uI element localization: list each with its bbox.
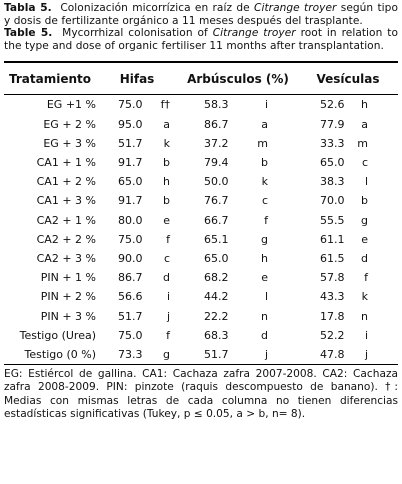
caption-en-species: Citrange troyer (212, 27, 296, 40)
header-tratamiento: Tratamiento (9, 71, 91, 86)
cell-arbusculos-value: 68.2 (204, 271, 229, 285)
cell-hifas-pair (118, 310, 170, 323)
caption-spanish (4, 2, 398, 27)
header-row (4, 62, 398, 95)
table-row (4, 95, 398, 115)
cell-hifas-letter: h (163, 175, 170, 189)
cell-arbusculos-letter: c (261, 194, 268, 208)
cell-arbusculos (178, 211, 298, 230)
cell-vesiculas-value: 65.0 (320, 156, 345, 170)
cell-arbusculos-letter: f (264, 213, 268, 227)
cell-hifas-letter: f† (160, 98, 170, 112)
cell-vesiculas (298, 306, 398, 325)
cell-hifas-letter: j (166, 309, 170, 323)
cell-arbusculos-letter: k (261, 175, 268, 189)
table-row (4, 191, 398, 210)
cell-tratamiento: Testigo (Urea) (19, 328, 96, 342)
caption-en-text-before: Mycorrhizal colonisation of (62, 27, 213, 40)
cell-arbusculos-value: 76.7 (204, 194, 229, 208)
cell-hifas-letter: e (163, 213, 170, 227)
cell-arbusculos (178, 115, 298, 134)
cell-vesiculas-value: 47.8 (320, 347, 345, 361)
cell-arbusculos (178, 153, 298, 172)
header-arbusculos: Arbúsculos (%) (187, 71, 289, 86)
cell-tratamiento: CA1 + 1 % (36, 156, 96, 170)
cell-arbusculos-value: 50.0 (204, 175, 229, 189)
cell-vesiculas-value: 55.5 (320, 213, 345, 227)
cell-vesiculas-letter: g (361, 213, 368, 227)
cell-tratamiento: PIN + 2 % (40, 290, 96, 304)
cell-arbusculos (178, 134, 298, 153)
cell-hifas-pair (118, 233, 170, 246)
cell-hifas-letter: b (163, 156, 170, 170)
cell-arbusculos-letter: a (261, 117, 268, 131)
table-row (4, 345, 398, 365)
cell-hifas-pair (118, 290, 170, 303)
cell-hifas-value: 80.0 (118, 213, 143, 227)
cell-hifas (96, 345, 178, 365)
table-row (4, 134, 398, 153)
cell-arbusculos-pair (204, 98, 268, 111)
cell-vesiculas-pair (320, 348, 368, 361)
cell-arbusculos-value: 37.2 (204, 136, 229, 150)
cell-arbusculos-value: 65.1 (204, 232, 229, 246)
cell-hifas (96, 306, 178, 325)
cell-hifas-letter: c (163, 251, 170, 265)
cell-hifas-letter: f (166, 232, 170, 246)
cell-hifas-pair (118, 98, 170, 111)
caption-es-species: Citrange troyer (254, 2, 337, 14)
cell-vesiculas-pair (320, 271, 368, 284)
cell-hifas-value: 95.0 (118, 117, 143, 131)
cell-tratamiento: CA1 + 2 % (36, 175, 96, 189)
cell-vesiculas-value: 70.0 (320, 194, 345, 208)
cell-arbusculos-pair (204, 348, 268, 361)
cell-hifas-value: 73.3 (118, 347, 143, 361)
cell-arbusculos-value: 79.4 (204, 156, 229, 170)
cell-hifas (96, 172, 178, 191)
caption-en-label: Table 5. (4, 27, 53, 40)
cell-hifas-value: 86.7 (118, 271, 143, 285)
cell-arbusculos-letter: j (264, 347, 268, 361)
cell-vesiculas (298, 287, 398, 306)
cell-arbusculos (178, 268, 298, 287)
cell-vesiculas-letter: a (361, 117, 368, 131)
cell-vesiculas-pair (320, 98, 368, 111)
cell-hifas-letter: a (163, 117, 170, 131)
cell-hifas-letter: b (163, 194, 170, 208)
cell-tratamiento: Testigo (0 %) (24, 347, 96, 361)
cell-arbusculos-value: 65.0 (204, 251, 229, 265)
cell-vesiculas-pair (320, 329, 368, 342)
cell-vesiculas-pair (320, 194, 368, 207)
cell-hifas (96, 115, 178, 134)
cell-vesiculas-pair (320, 290, 368, 303)
cell-hifas (96, 326, 178, 345)
table-row (4, 268, 398, 287)
cell-hifas (96, 211, 178, 230)
cell-arbusculos-value: 22.2 (204, 309, 229, 323)
header-vesiculas: Vesículas (316, 71, 380, 86)
cell-hifas-letter: k (163, 136, 170, 150)
cell-hifas-pair (118, 348, 170, 361)
cell-hifas-value: 75.0 (118, 232, 143, 246)
cell-vesiculas-value: 61.5 (320, 251, 345, 265)
cell-vesiculas-letter: f (364, 271, 368, 285)
cell-arbusculos-pair (204, 252, 268, 265)
cell-arbusculos-letter: g (261, 232, 268, 246)
cell-vesiculas (298, 191, 398, 210)
cell-arbusculos (178, 249, 298, 268)
cell-vesiculas (298, 153, 398, 172)
cell-vesiculas (298, 268, 398, 287)
cell-arbusculos-pair (204, 233, 268, 246)
cell-hifas (96, 134, 178, 153)
cell-tratamiento: EG + 2 % (43, 117, 96, 131)
cell-vesiculas-value: 38.3 (320, 175, 345, 189)
cell-arbusculos-pair (204, 194, 268, 207)
cell-arbusculos-value: 66.7 (204, 213, 229, 227)
cell-hifas (96, 268, 178, 287)
caption-en-text-after: root in relation to the type and dose of organic fertiliser 11 months after transplantation. (4, 27, 398, 52)
cell-hifas-value: 90.0 (118, 251, 143, 265)
cell-vesiculas-value: 57.8 (320, 271, 345, 285)
cell-hifas-letter: g (163, 347, 170, 361)
cell-arbusculos-value: 68.3 (204, 328, 229, 342)
cell-tratamiento: PIN + 1 % (40, 271, 96, 285)
cell-vesiculas-pair (320, 118, 368, 131)
cell-tratamiento: CA1 + 3 % (36, 194, 96, 208)
cell-arbusculos-pair (204, 214, 268, 227)
cell-arbusculos-letter: d (261, 328, 268, 342)
cell-vesiculas (298, 95, 398, 115)
cell-arbusculos-value: 86.7 (204, 117, 229, 131)
cell-tratamiento: CA2 + 1 % (36, 213, 96, 227)
cell-vesiculas-pair (320, 156, 368, 169)
table-row (4, 230, 398, 249)
results-table (4, 61, 398, 365)
cell-vesiculas-pair (320, 175, 368, 188)
cell-arbusculos-pair (204, 290, 268, 303)
cell-arbusculos-pair (204, 310, 268, 323)
cell-tratamiento: EG + 3 % (43, 136, 96, 150)
table-row (4, 287, 398, 306)
table-row (4, 153, 398, 172)
cell-vesiculas (298, 345, 398, 365)
cell-arbusculos (178, 326, 298, 345)
cell-vesiculas-pair (320, 252, 368, 265)
cell-hifas-value: 65.0 (118, 175, 143, 189)
cell-arbusculos-letter: i (264, 98, 268, 112)
cell-vesiculas-letter: l (364, 175, 368, 189)
cell-hifas-pair (118, 118, 170, 131)
cell-arbusculos-pair (204, 329, 268, 342)
cell-hifas-value: 56.6 (118, 290, 143, 304)
cell-arbusculos-value: 44.2 (204, 290, 229, 304)
cell-arbusculos-letter: n (261, 309, 268, 323)
cell-arbusculos-letter: h (261, 251, 268, 265)
cell-vesiculas-letter: d (361, 251, 368, 265)
cell-vesiculas-letter: h (361, 98, 368, 112)
cell-vesiculas (298, 172, 398, 191)
cell-arbusculos-pair (204, 118, 268, 131)
cell-hifas-value: 75.0 (118, 98, 143, 112)
cell-hifas (96, 230, 178, 249)
cell-arbusculos (178, 345, 298, 365)
caption-es-text-before: Colonización micorrízica en raíz de (60, 2, 255, 14)
cell-vesiculas (298, 249, 398, 268)
table-row (4, 249, 398, 268)
cell-hifas-value: 51.7 (118, 136, 143, 150)
cell-vesiculas-pair (320, 214, 368, 227)
cell-vesiculas (298, 230, 398, 249)
cell-vesiculas-value: 43.3 (320, 290, 345, 304)
cell-hifas-pair (118, 156, 170, 169)
cell-vesiculas-value: 52.6 (320, 98, 345, 112)
cell-arbusculos-letter: m (257, 136, 268, 150)
cell-tratamiento: CA2 + 2 % (36, 232, 96, 246)
cell-arbusculos (178, 230, 298, 249)
table-footnote (4, 368, 398, 422)
cell-vesiculas (298, 211, 398, 230)
cell-arbusculos-letter: l (264, 290, 268, 304)
cell-hifas (96, 153, 178, 172)
table-body (4, 95, 398, 365)
cell-vesiculas-value: 17.8 (320, 309, 345, 323)
cell-tratamiento: EG +1 % (46, 98, 96, 112)
cell-hifas-pair (118, 329, 170, 342)
cell-hifas-pair (118, 271, 170, 284)
cell-hifas-pair (118, 137, 170, 150)
cell-vesiculas-letter: k (361, 290, 368, 304)
cell-arbusculos-value: 51.7 (204, 347, 229, 361)
cell-hifas-letter: i (166, 290, 170, 304)
cell-tratamiento: CA2 + 3 % (36, 251, 96, 265)
cell-hifas (96, 191, 178, 210)
table-row (4, 115, 398, 134)
cell-vesiculas (298, 134, 398, 153)
cell-arbusculos (178, 95, 298, 115)
caption-es-label: Tabla 5. (4, 2, 52, 14)
cell-hifas-value: 75.0 (118, 328, 143, 342)
cell-vesiculas-letter: e (361, 232, 368, 246)
cell-vesiculas-value: 52.2 (320, 328, 345, 342)
table-row (4, 172, 398, 191)
cell-vesiculas-value: 77.9 (320, 117, 345, 131)
cell-hifas-value: 51.7 (118, 309, 143, 323)
cell-hifas-value: 91.7 (118, 156, 143, 170)
caption-english (4, 27, 398, 52)
cell-arbusculos-pair (204, 175, 268, 188)
cell-vesiculas-letter: b (361, 194, 368, 208)
cell-hifas (96, 287, 178, 306)
cell-vesiculas-letter: m (357, 136, 368, 150)
cell-arbusculos (178, 191, 298, 210)
table-header (4, 62, 398, 95)
cell-arbusculos-value: 58.3 (204, 98, 229, 112)
cell-hifas-pair (118, 175, 170, 188)
table-row (4, 211, 398, 230)
cell-arbusculos-letter: e (261, 271, 268, 285)
cell-vesiculas-letter: i (364, 328, 368, 342)
cell-arbusculos-pair (204, 137, 268, 150)
cell-tratamiento: PIN + 3 % (40, 309, 96, 323)
cell-vesiculas-value: 33.3 (320, 136, 345, 150)
cell-hifas (96, 95, 178, 115)
cell-hifas-letter: f (166, 328, 170, 342)
cell-vesiculas-value: 61.1 (320, 232, 345, 246)
table-caption (4, 2, 398, 52)
cell-arbusculos (178, 306, 298, 325)
cell-vesiculas (298, 326, 398, 345)
table-row (4, 326, 398, 345)
cell-vesiculas (298, 115, 398, 134)
cell-vesiculas-pair (320, 233, 368, 246)
cell-vesiculas-letter: j (364, 347, 368, 361)
cell-hifas-pair (118, 194, 170, 207)
cell-hifas-value: 91.7 (118, 194, 143, 208)
cell-hifas-letter: d (163, 271, 170, 285)
caption-es-text-after: según tipo y dosis de fertilizante orgánico a 11 meses después del trasplante. (4, 2, 398, 27)
cell-hifas-pair (118, 214, 170, 227)
cell-vesiculas-pair (320, 310, 368, 323)
header-hifas: Hifas (119, 71, 155, 86)
table-row (4, 306, 398, 325)
cell-arbusculos (178, 287, 298, 306)
footnote-text: EG: Estiércol de gallina. CA1: Cachaza zafra 2007-2008. CA2: Cachaza zafra 2008-2009. PIN: pinzote (raquis descompuesto de banano). †: Medias con mismas letras de cada columna no tienen diferencias estadísticas significativas (Tukey, p ≤ 0.05, a > b, n= 8). (4, 368, 398, 421)
cell-arbusculos-pair (204, 156, 268, 169)
cell-arbusculos-pair (204, 271, 268, 284)
cell-arbusculos-letter: b (261, 156, 268, 170)
cell-arbusculos (178, 172, 298, 191)
cell-hifas-pair (118, 252, 170, 265)
cell-vesiculas-letter: n (361, 309, 368, 323)
cell-vesiculas-pair (320, 137, 368, 150)
cell-vesiculas-letter: c (361, 156, 368, 170)
cell-hifas (96, 249, 178, 268)
